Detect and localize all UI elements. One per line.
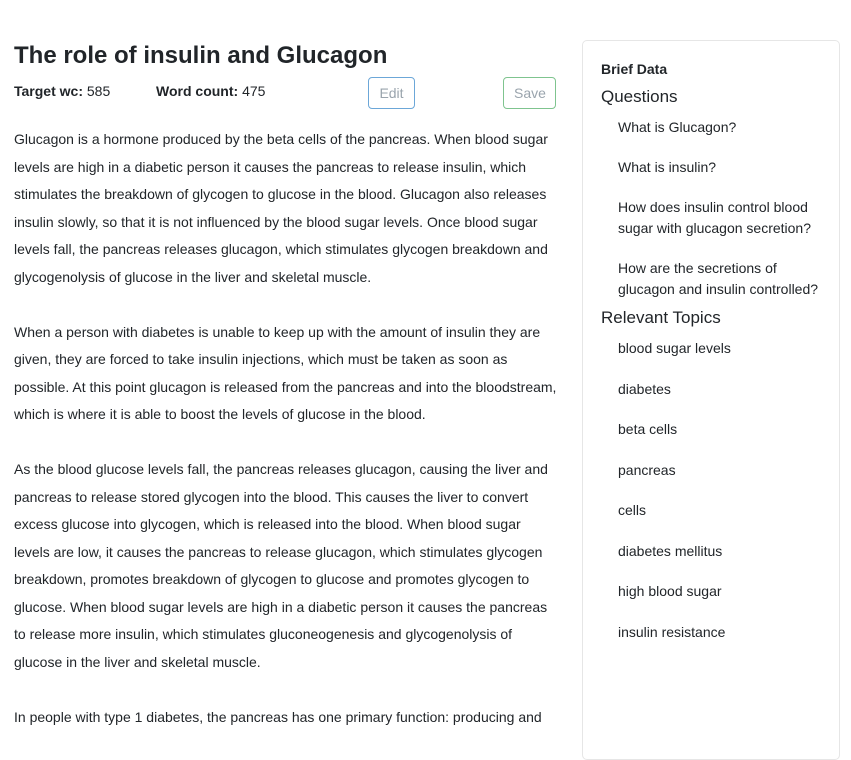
topic-item[interactable]: diabetes mellitus [618, 542, 723, 559]
topic-item[interactable]: insulin resistance [618, 623, 726, 640]
essay-panel [14, 40, 559, 759]
word-count-value: 475 [242, 83, 266, 99]
topic-item[interactable]: cells [618, 502, 647, 518]
essay-paragraph: In people with type 1 diabetes, the pancreas has one primary function: producing and [14, 708, 542, 725]
topic-item[interactable]: high blood sugar [618, 583, 722, 599]
topic-item[interactable]: pancreas [618, 461, 676, 478]
target-label: Target wc: [14, 83, 83, 99]
topics-heading: Relevant Topics [601, 308, 721, 327]
questions-heading: Questions [601, 87, 678, 106]
question-item[interactable]: How does insulin control blood sugar with glucagon secretion? [618, 199, 812, 236]
target-word-count [14, 82, 110, 100]
word-count [156, 82, 265, 100]
target-value: 585 [86, 83, 111, 99]
essay-paragraph: When a person with diabetes is unable to keep up with the amount of insulin they are given, they are forced to take insulin injections, which must be taken as soon as possible. At this point glucagon is released from the pancreas and into the bloodstream, which is where it is able to boost the levels of glucose in the blood. [14, 323, 557, 422]
topics-list [601, 338, 821, 643]
topic-item[interactable]: diabetes [618, 380, 671, 397]
questions-list [601, 117, 821, 300]
essay-body[interactable] [14, 126, 559, 731]
save-button[interactable]: Save [503, 77, 556, 109]
word-count-label: Word count: [156, 83, 239, 99]
edit-button[interactable]: Edit [368, 77, 415, 109]
essay-paragraph: As the blood glucose levels fall, the pancreas releases glucagon, causing the liver and pancreas to release stored glycogen into the blood. This causes the liver to convert excess glucose into glycogen, which is released into the blood. When blood sugar levels are low, it causes the pancreas to release glucagon, which stimulates glycogen breakdown, promotes breakdown of glycogen to glucose and promotes glycogen to glucose. When blood sugar levels are high in a diabetic person it causes the pancreas to release more insulin, which stimulates gluconeogenesis and glycogenolysis of glucose in the liver and skeletal muscle. [14, 461, 548, 670]
question-item[interactable]: What is insulin? [618, 159, 717, 175]
question-item[interactable]: How are the secretions of glucagon and insulin controlled? [618, 260, 819, 297]
question-item[interactable]: What is Glucagon? [618, 119, 737, 135]
sidebar-heading: Brief Data [601, 61, 668, 77]
page-title: The role of insulin and Glucagon [14, 42, 388, 69]
essay-meta [14, 82, 559, 126]
essay-paragraph: Glucagon is a hormone produced by the beta cells of the pancreas. When blood sugar levels are high in a diabetic person it causes the pancreas to release insulin, which stimulates the breakdown of glycogen to glucose in the blood. Glucagon also releases insulin slowly, so that it is not influenced by the blood sugar levels. Once blood sugar levels fall, the pancreas releases glucagon, which stimulates glycogen breakdown and glycogenolysis of glucose in the liver and skeletal muscle. [14, 131, 548, 285]
brief-data-sidebar [582, 40, 840, 760]
topic-item[interactable]: blood sugar levels [618, 340, 731, 356]
topic-item[interactable]: beta cells [618, 421, 678, 437]
